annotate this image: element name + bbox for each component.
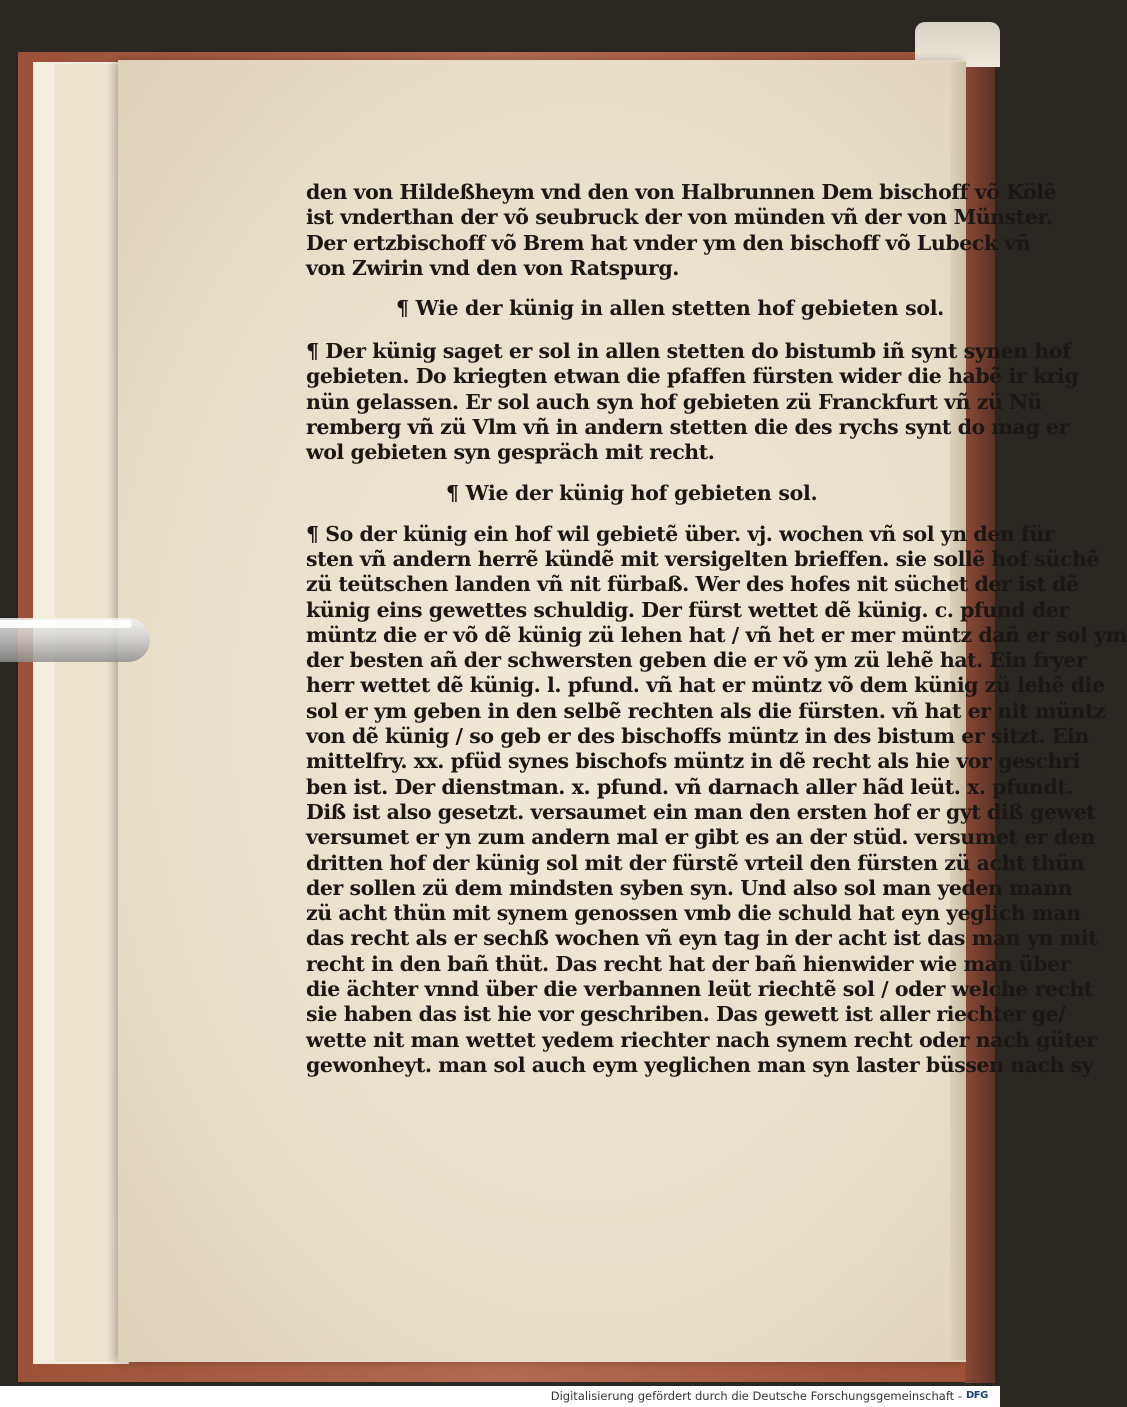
text-line-content: nün gelassen. Er sol auch syn hof gebieten zü Franckfurt vñ zü Nü xyxy=(306,389,1042,414)
section-heading-2 xyxy=(446,480,928,506)
text-line-content: dritten hof der künig sol mit der fürstẽ vrteil den fürsten zü acht thün xyxy=(306,850,1085,875)
text-line-content: von dẽ künig / so geb er des bischoffs müntz in des bistum er sitzt. Ein xyxy=(306,724,1089,749)
section-heading-1 xyxy=(396,295,945,321)
text-line-content: wette nit man wettet yedem riechter nach synem recht oder nach güter xyxy=(306,1027,1097,1052)
text-line xyxy=(306,546,1099,572)
text-line-content: So der künig ein hof wil gebietẽ über. vj. wochen vñ sol yn den für xyxy=(325,521,1055,546)
text-line-content: Diß ist also gesetzt. versaumet ein man den ersten hof er gyt diß gewet xyxy=(306,799,1096,824)
text-line-content: Der ertzbischoff võ Brem hat vnder ym den bischoff võ Lubeck vñ xyxy=(306,230,1031,255)
text-line xyxy=(306,1002,1066,1027)
text-line xyxy=(306,698,1106,724)
text-line-content: sie haben das ist hie vor geschriben. Das gewett ist aller riechter ge/ xyxy=(306,1002,1066,1027)
text-line-content: zü teütschen landen vñ nit fürbaß. Wer des hofes nit süchet der ist dẽ xyxy=(306,572,1079,597)
text-line xyxy=(306,440,928,465)
text-line xyxy=(306,724,1089,749)
text-line-content: müntz die er võ dẽ künig zü lehen hat / vñ het er mer müntz dañ er sol ym xyxy=(306,622,1127,647)
text-line xyxy=(306,825,1095,850)
text-block-intro xyxy=(306,180,1057,281)
text-line-content: der sollen zü dem mindsten syben syn. Und also sol man yeden mann xyxy=(306,875,1073,900)
heading-2-text: Wie der künig hof gebieten sol. xyxy=(465,480,818,505)
text-line xyxy=(306,926,1098,951)
footer-credit: Digitalisierung gefördert durch die Deutsche Forschungsgemeinschaft - xyxy=(550,1389,962,1403)
pilcrow-icon: ¶ xyxy=(446,480,459,505)
text-line-content: ist vnderthan der võ seubruck der von münden vñ der von Münster. xyxy=(306,205,1053,230)
text-line xyxy=(306,622,1127,648)
text-line-content: gebieten. Do kriegten etwan die pfaffen fürsten wider die habẽ ir krig xyxy=(306,364,1079,389)
dfg-logo: DFG xyxy=(966,1390,988,1401)
text-line xyxy=(306,1027,1097,1053)
text-line-content: sten vñ andern herrẽ kündẽ mit versigelten brieffen. sie sollẽ hof süchẽ xyxy=(306,546,1099,571)
text-line xyxy=(306,901,1081,926)
text-line xyxy=(306,648,1087,673)
text-line xyxy=(306,572,1079,597)
text-line xyxy=(306,749,1080,774)
text-line xyxy=(306,339,1071,364)
text-line xyxy=(306,389,1042,415)
text-line xyxy=(306,521,1055,547)
text-line xyxy=(306,951,1071,977)
heading-1-text: Wie der künig in allen stetten hof gebieten sol. xyxy=(415,296,945,321)
text-line-content: künig eins gewettes schuldig. Der fürst wettet dẽ künig. c. pfund der xyxy=(306,597,1069,622)
text-block-2 xyxy=(306,521,1127,1079)
text-line-content: den von Hildeßheym vnd den von Halbrunnen Dem bischoff võ Kölẽ xyxy=(306,180,1057,204)
text-line-content: ben ist. Der dienstman. x. pfund. vñ darnach aller hãd leüt. x. pfundt. xyxy=(306,774,1074,799)
text-line-content: zü acht thün mit synem genossen vmb die schuld hat eyn yeglich man xyxy=(306,901,1081,926)
text-line xyxy=(306,415,1069,440)
text-line xyxy=(306,230,1031,256)
text-line-content: wol gebieten syn gespräch mit recht. xyxy=(306,440,715,465)
text-line-content: von Zwirin vnd den von Ratspurg. xyxy=(306,255,679,280)
text-line-content: gewonheyt. man sol auch eym yeglichen man syn laster büssen nach sy xyxy=(306,1052,1094,1077)
text-line xyxy=(306,774,1074,800)
text-line-content: der besten añ der schwersten geben die er võ ym zü lehẽ hat. Ein fryer xyxy=(306,648,1087,673)
pilcrow-icon: ¶ xyxy=(396,296,409,321)
text-line-content: versumet er yn zum andern mal er gibt es an der stüd. versumet er den xyxy=(306,825,1095,850)
footer-bar xyxy=(0,1386,1000,1407)
text-line xyxy=(306,1052,1094,1078)
text-line-content: die ächter vnnd über die verbannen leüt riechtẽ sol / oder welche recht xyxy=(306,977,1093,1002)
text-line xyxy=(306,180,1057,205)
text-line-content: recht in den bañ thüt. Das recht hat der bañ hienwider wie man über xyxy=(306,951,1071,976)
text-line-content: remberg vñ zü Vlm vñ in andern stetten die des rychs synt do mag er xyxy=(306,415,1069,440)
text-line xyxy=(306,205,1053,230)
glass-clip-highlight xyxy=(0,620,132,628)
text-line-content: Der künig saget er sol in allen stetten do bistumb iñ synt synen hof xyxy=(325,339,1071,364)
text-block-1 xyxy=(306,339,1079,465)
text-line xyxy=(306,364,1079,389)
text-line-content: herr wettet dẽ künig. l. pfund. vñ hat er müntz võ dem künig zü lehẽ die xyxy=(306,673,1105,698)
pilcrow-icon: ¶ xyxy=(306,521,319,546)
text-line xyxy=(306,799,1096,825)
text-line xyxy=(306,850,1085,876)
page-text xyxy=(306,180,1127,1078)
text-line-content: sol er ym geben in den selbẽ rechten als die fürsten. vñ hat er nit müntz xyxy=(306,698,1106,723)
pilcrow-icon: ¶ xyxy=(306,339,319,364)
text-line-content: das recht als er sechß wochen vñ eyn tag in der acht ist das man yn mit xyxy=(306,926,1098,951)
text-line xyxy=(306,673,1105,698)
text-line xyxy=(306,256,928,281)
text-line xyxy=(306,875,1073,901)
text-line xyxy=(306,597,1069,623)
text-line xyxy=(306,977,1093,1002)
text-line-content: mittelfry. xx. pfüd synes bischofs müntz in dẽ recht als hie vor geschri xyxy=(306,749,1080,774)
